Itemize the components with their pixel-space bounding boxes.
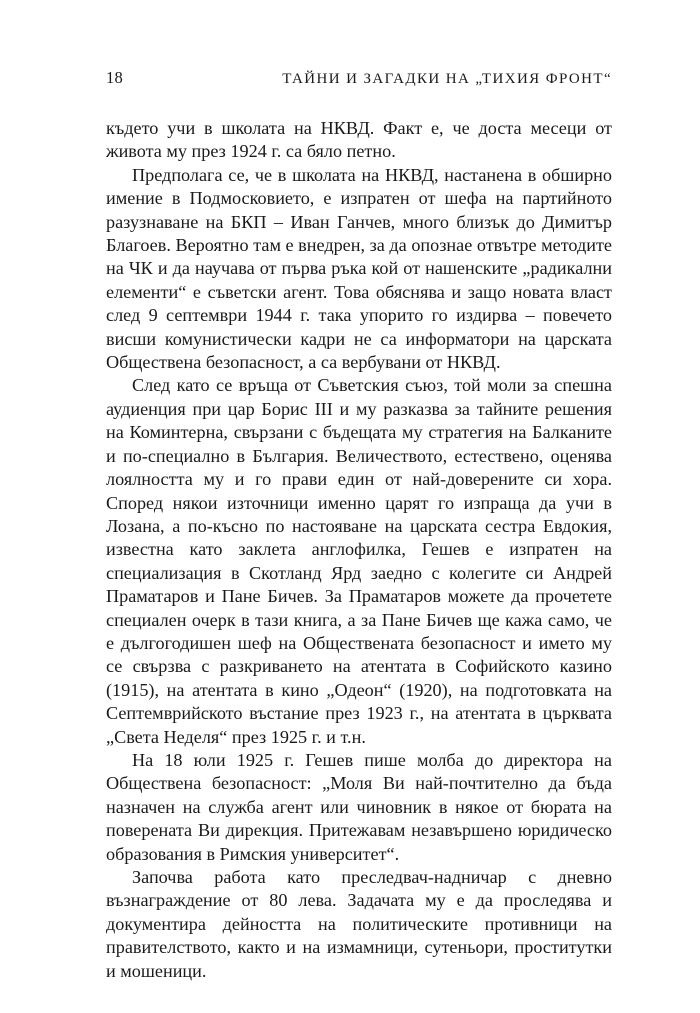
body-text — [106, 117, 612, 983]
running-title: ТАЙНИ И ЗАГАДКИ НА „ТИХИЯ ФРОНТ“ — [282, 71, 612, 87]
paragraph-continuation: където учи в школата на НКВД. Факт е, че доста месеци от живота му през 1924 г. са бяло петно. — [106, 118, 612, 162]
running-head — [106, 68, 612, 88]
paragraph: Започва работа като преследвач-надничар с дневно възнаграждение от 80 лева. Задачата му е да проследява и документира дейността на политическите противници на правителството, както и на измамници, сутеньори, проститутки и мошеници. — [106, 867, 612, 981]
paragraph: На 18 юли 1925 г. Гешев пише молба до директора на Обществена безопасност: „Моля Ви най-почтително да бъда назначен на служба агент или чиновник в някое от бюрата на поверената Ви дирекция. Притежавам незавършено юридическо образования в Римския университет“. — [106, 749, 612, 864]
paragraph: Предполага се, че в школата на НКВД, настанена в обширно имение в Подмосковието, е изпратен от шефа на партийното разузнаване на БКП – Иван Ганчев, много близък до Димитър Благоев. Вероятно там е внедрен, за да опознае отвътре методите на ЧК и да научава от първа ръка кой от нашенските „радикални елементи“ е съветски агент. Това обяснява и защо новата власт след 9 септември 1944 г. така упорито го издирва – повечето висши комунистически кадри не са информатори на царската Обществена безопасност, а са вербувани от НКВД. — [106, 164, 612, 373]
page-number: 18 — [106, 68, 124, 87]
paragraph: След като се връща от Съветския съюз, той моли за спешна аудиенция при цар Борис III и му разказва за тайните решения на Коминтерна, свързани с бъдещата му стратегия на Балканите и по-специално в България. Величеството, естествено, оценява лоялността му и го прави един от най-доверените си хора. Според някои източници именно царят го изпраща да учи в Лозана, а по-късно по настояване на царската сестра Евдокия, известна като заклета англофилка, Гешев е изпратен на специализация в Скотланд Ярд заедно с колегите си Андрей Праматаров и Пане Бичев. За Праматаров можете да прочетете специален очерк в тази книга, а за Пане Бичев ще кажа само, че е дългогодишен шеф на Обществената безопасност и името му се свързва с разкриването на атентата в Софийското казино (1915), на атентата в кино „Одеон“ (1920), на подготовката на Септемврийското въстание през 1923 г., на атентата в църквата „Света Неделя“ през 1925 г. и т.н. — [106, 375, 612, 747]
